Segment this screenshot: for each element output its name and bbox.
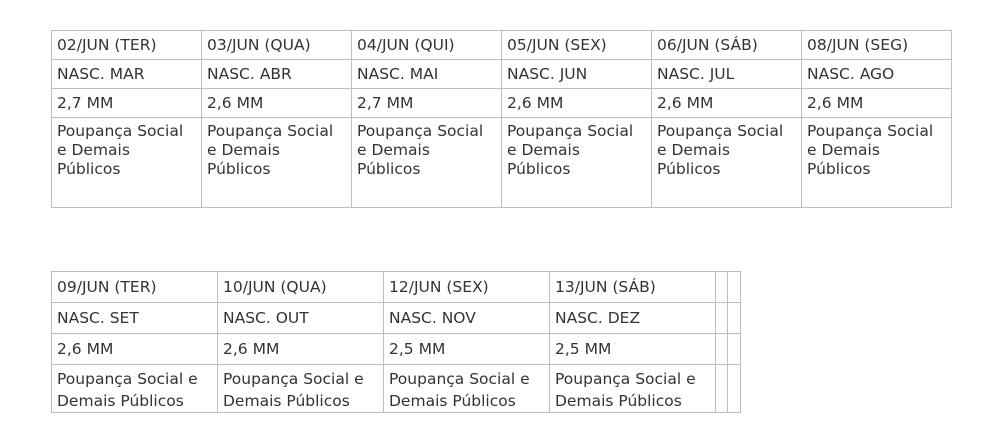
description-cell: Poupança Social e Demais Públicos <box>352 118 502 208</box>
value-cell: 2,6 MM <box>652 89 802 118</box>
payment-schedule-table-2 <box>51 271 741 413</box>
description-cell: Poupança Social e Demais Públicos <box>52 365 218 413</box>
birth-month-cell: NASC. AGO <box>802 60 952 89</box>
value-cell: 2,6 MM <box>502 89 652 118</box>
value-cell: 2,6 MM <box>52 334 218 365</box>
description-cell: Poupança Social e Demais Públicos <box>652 118 802 208</box>
empty-cell <box>728 334 741 365</box>
birth-month-cell: NASC. SET <box>52 303 218 334</box>
birth-month-cell: NASC. MAR <box>52 60 202 89</box>
table-row-description <box>52 118 952 208</box>
date-cell: 05/JUN (SEX) <box>502 31 652 60</box>
birth-month-cell: NASC. DEZ <box>550 303 716 334</box>
empty-cell <box>728 272 741 303</box>
empty-cell <box>728 365 741 413</box>
date-cell: 12/JUN (SEX) <box>384 272 550 303</box>
date-cell: 06/JUN (SÁB) <box>652 31 802 60</box>
description-cell: Poupança Social e Demais Públicos <box>202 118 352 208</box>
date-cell: 03/JUN (QUA) <box>202 31 352 60</box>
value-cell: 2,6 MM <box>202 89 352 118</box>
empty-cell <box>716 365 728 413</box>
table-row-birth-month <box>52 60 952 89</box>
value-cell: 2,6 MM <box>802 89 952 118</box>
description-cell: Poupança Social e Demais Públicos <box>802 118 952 208</box>
date-cell: 04/JUN (QUI) <box>352 31 502 60</box>
date-cell: 09/JUN (TER) <box>52 272 218 303</box>
table-row-dates <box>52 31 952 60</box>
birth-month-cell: NASC. ABR <box>202 60 352 89</box>
description-cell: Poupança Social e Demais Públicos <box>384 365 550 413</box>
description-cell: Poupança Social e Demais Públicos <box>218 365 384 413</box>
birth-month-cell: NASC. JUL <box>652 60 802 89</box>
description-cell: Poupança Social e Demais Públicos <box>52 118 202 208</box>
birth-month-cell: NASC. JUN <box>502 60 652 89</box>
date-cell: 13/JUN (SÁB) <box>550 272 716 303</box>
birth-month-cell: NASC. OUT <box>218 303 384 334</box>
value-cell: 2,7 MM <box>52 89 202 118</box>
empty-cell <box>716 303 728 334</box>
table-row-birth-month <box>52 303 741 334</box>
value-cell: 2,5 MM <box>384 334 550 365</box>
empty-cell <box>728 303 741 334</box>
table-row-values <box>52 334 741 365</box>
description-cell: Poupança Social e Demais Públicos <box>502 118 652 208</box>
table-row-description <box>52 365 741 413</box>
date-cell: 10/JUN (QUA) <box>218 272 384 303</box>
value-cell: 2,7 MM <box>352 89 502 118</box>
value-cell: 2,6 MM <box>218 334 384 365</box>
table-row-values <box>52 89 952 118</box>
value-cell: 2,5 MM <box>550 334 716 365</box>
birth-month-cell: NASC. MAI <box>352 60 502 89</box>
date-cell: 02/JUN (TER) <box>52 31 202 60</box>
table-row-dates <box>52 272 741 303</box>
payment-schedule-table-1 <box>51 30 952 208</box>
empty-cell <box>716 334 728 365</box>
date-cell: 08/JUN (SEG) <box>802 31 952 60</box>
birth-month-cell: NASC. NOV <box>384 303 550 334</box>
empty-cell <box>716 272 728 303</box>
description-cell: Poupança Social e Demais Públicos <box>550 365 716 413</box>
